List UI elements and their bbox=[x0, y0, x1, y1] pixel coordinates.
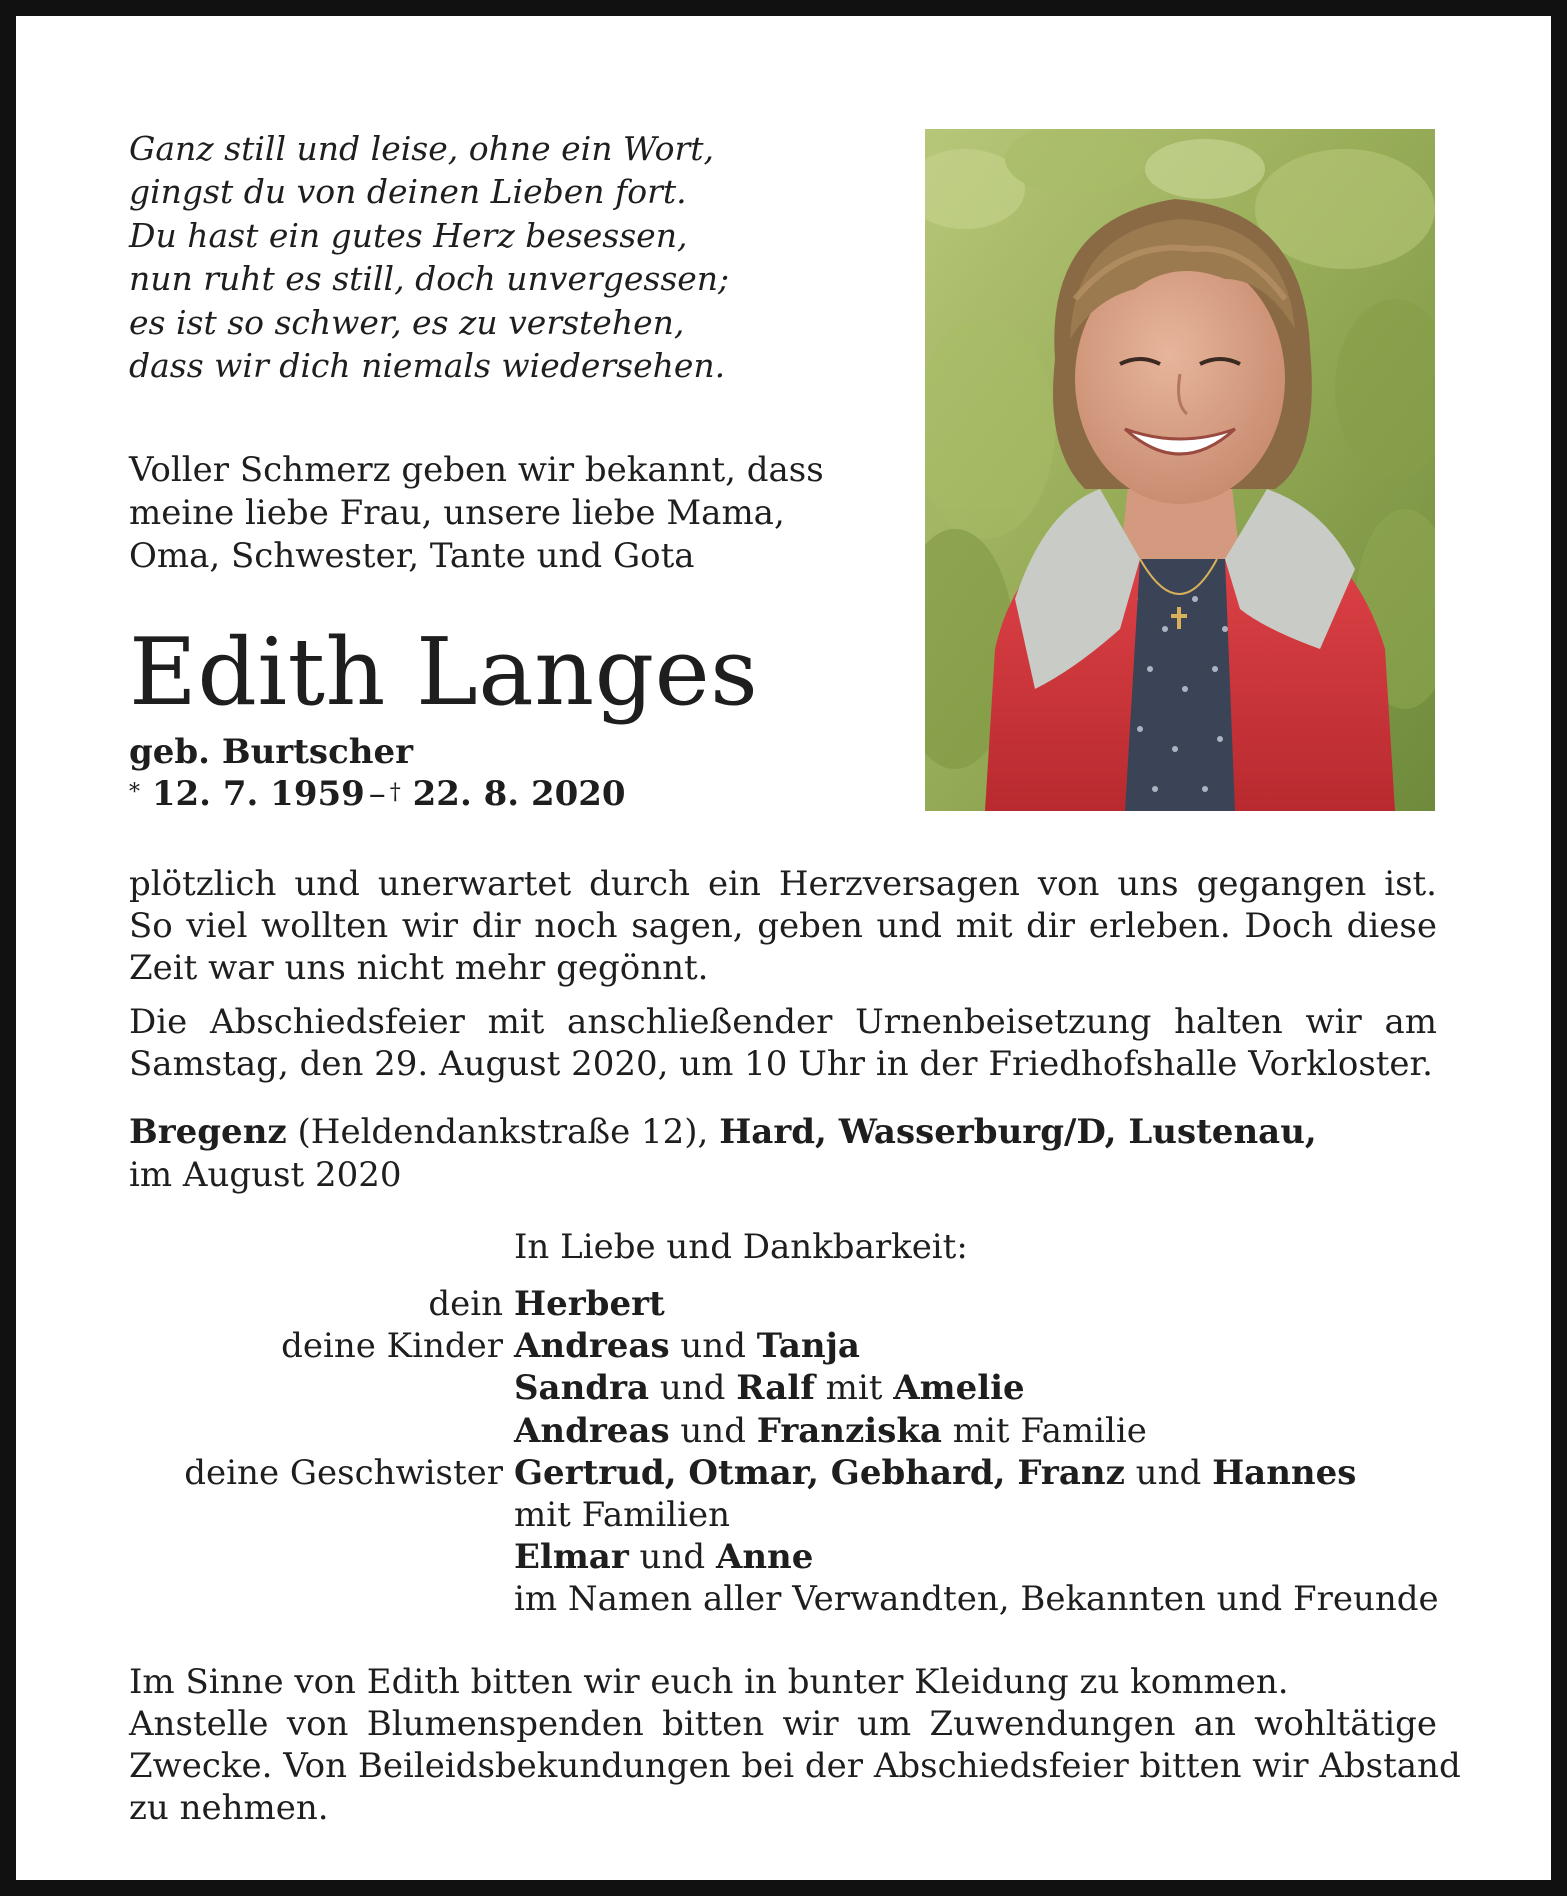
mourner-connector: und bbox=[649, 1368, 737, 1408]
paragraph-line: So viel wollten wir dir noch sagen, geben und mit dir erleben. Doch diese bbox=[129, 906, 1437, 946]
mourner-name: Tanja bbox=[756, 1326, 860, 1366]
mourner-name: Sandra bbox=[514, 1368, 650, 1408]
mourner-row bbox=[0, 1536, 1567, 1578]
place-other: Hard, Wasserburg/D, Lustenau, bbox=[719, 1112, 1317, 1152]
paragraph-line: Die Abschiedsfeier mit anschließender Urnenbeisetzung halten wir am bbox=[129, 1002, 1437, 1042]
paragraph-line: Zeit war uns nicht mehr gegönnt. bbox=[129, 948, 709, 988]
place-and-date bbox=[129, 1111, 1317, 1197]
mourner-row bbox=[0, 1494, 1567, 1536]
mourner-relation: deine Geschwister bbox=[184, 1453, 503, 1493]
place-line bbox=[129, 1111, 1317, 1154]
paragraph-line: Samstag, den 29. August 2020, um 10 Uhr in der Friedhofshalle Vorkloster. bbox=[129, 1044, 1433, 1084]
mourner-connector: mit Familien bbox=[514, 1495, 731, 1535]
mourner-row bbox=[0, 1325, 1567, 1367]
mourner-row bbox=[0, 1452, 1567, 1494]
mourner-connector: mit Familie bbox=[941, 1411, 1147, 1451]
closing-line: Zwecke. Von Beileidsbekundungen bei der Abschiedsfeier bitten wir Abstand bbox=[129, 1746, 1461, 1786]
mourner-names bbox=[514, 1367, 1025, 1409]
place-date: im August 2020 bbox=[129, 1155, 402, 1195]
mourner-row bbox=[0, 1578, 1567, 1620]
mourner-relation: deine Kinder bbox=[281, 1326, 503, 1366]
mourner-name: Andreas bbox=[514, 1326, 670, 1366]
mourner-name: Ralf bbox=[736, 1368, 815, 1408]
mourner-name: Franziska bbox=[756, 1411, 942, 1451]
mourner-names bbox=[514, 1452, 1356, 1494]
closing-line: zu nehmen. bbox=[129, 1788, 329, 1828]
closing-line: Im Sinne von Edith bitten wir euch in bunter Kleidung zu kommen. bbox=[129, 1662, 1289, 1702]
mourner-row bbox=[0, 1410, 1567, 1452]
mourner-connector: und bbox=[669, 1411, 757, 1451]
mourner-relation: dein bbox=[428, 1284, 503, 1324]
mourner-name: Herbert bbox=[514, 1284, 665, 1324]
mourner-row bbox=[0, 1283, 1567, 1325]
deceased-name: Edith Langes bbox=[129, 618, 759, 726]
mourner-names bbox=[514, 1410, 1147, 1452]
ceremony-paragraph bbox=[129, 1001, 1437, 1085]
date-dash: – bbox=[368, 774, 386, 814]
mourner-connector: mit bbox=[814, 1368, 894, 1408]
portrait-photo bbox=[925, 129, 1435, 811]
mourner-name: Andreas bbox=[514, 1411, 670, 1451]
birth-symbol: * bbox=[129, 780, 140, 805]
mourner-name: Elmar bbox=[514, 1537, 629, 1577]
announcement-intro: Voller Schmerz geben wir bekannt, dass meine liebe Frau, unsere liebe Mama, Oma, Schwester, Tante und Gota bbox=[129, 450, 824, 576]
mourner-names bbox=[514, 1494, 730, 1536]
death-date: 22. 8. 2020 bbox=[412, 774, 626, 814]
place-address: (Heldendankstraße 12), bbox=[286, 1112, 720, 1152]
mourner-names bbox=[514, 1283, 665, 1325]
paragraph-line: plötzlich und unerwartet durch ein Herzversagen von uns gegangen ist. bbox=[129, 864, 1437, 904]
mourner-names bbox=[514, 1578, 1439, 1620]
mourner-name: Gertrud, Otmar, Gebhard, Franz bbox=[514, 1453, 1125, 1493]
life-dates bbox=[129, 772, 626, 821]
birth-name: geb. Burtscher bbox=[129, 732, 414, 772]
birth-date: 12. 7. 1959 bbox=[151, 774, 365, 814]
mourner-connector: im Namen aller Verwandten, Bekannten und Freunde bbox=[514, 1579, 1439, 1619]
mourner-names bbox=[514, 1325, 860, 1367]
mourner-names bbox=[514, 1536, 813, 1578]
closing-notes bbox=[129, 1661, 1461, 1829]
passing-paragraph bbox=[129, 863, 1437, 989]
mourner-connector: und bbox=[669, 1326, 757, 1366]
mourner-connector: und bbox=[628, 1537, 716, 1577]
mourner-name: Anne bbox=[715, 1537, 814, 1577]
mourner-name: Amelie bbox=[893, 1368, 1025, 1408]
closing-line: Anstelle von Blumenspenden bitten wir um Zuwendungen an wohltätige bbox=[129, 1704, 1437, 1744]
memorial-poem: Ganz still und leise, ohne ein Wort, gingst du von deinen Lieben fort. Du hast ein gutes Herz besessen, nun ruht es still, doch unvergessen; es ist so schwer, es zu verstehen, dass wir dich niemals wiedersehen. bbox=[129, 129, 730, 386]
death-symbol: † bbox=[389, 780, 401, 805]
mourners-heading: In Liebe und Dankbarkeit: bbox=[514, 1227, 968, 1267]
mourner-row bbox=[0, 1367, 1567, 1409]
mourner-connector: und bbox=[1124, 1453, 1213, 1493]
place-city: Bregenz bbox=[129, 1112, 287, 1152]
mourner-name: Hannes bbox=[1212, 1453, 1357, 1493]
